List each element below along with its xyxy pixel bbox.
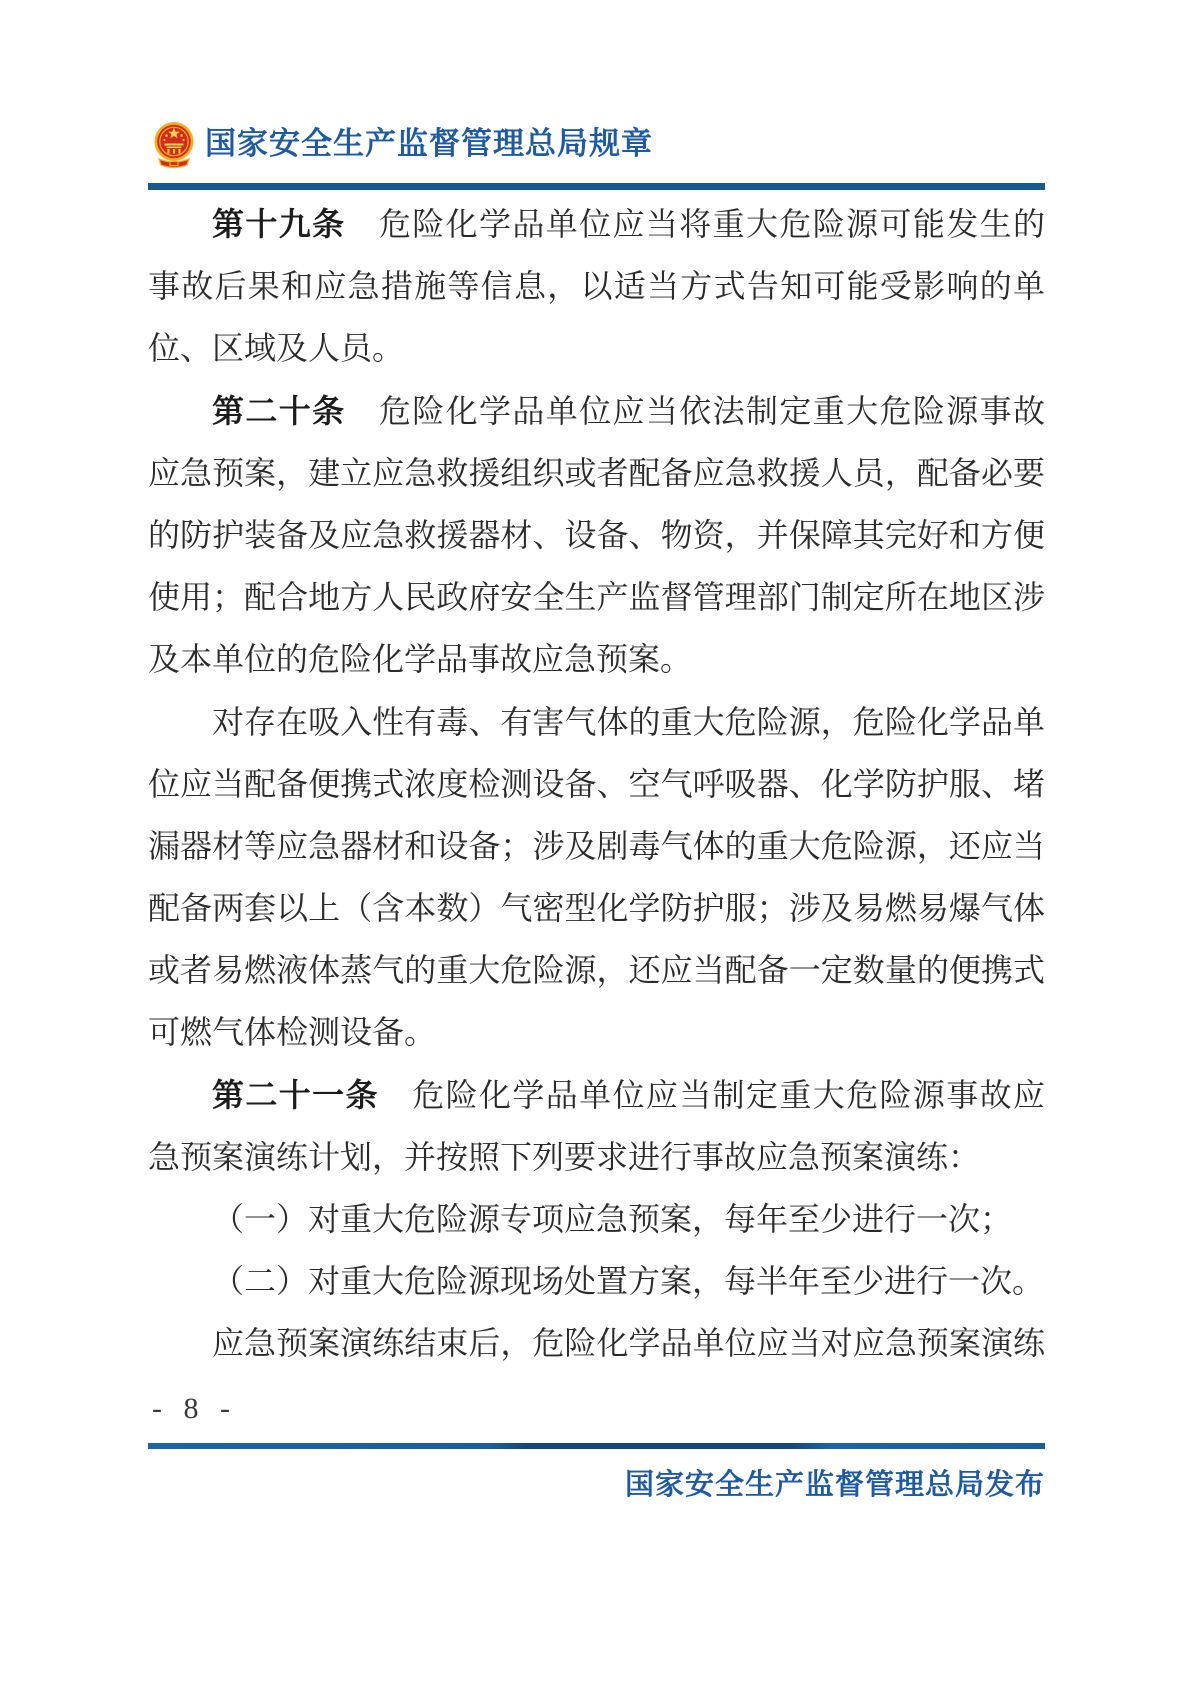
body-line	[148, 193, 1045, 255]
line-text: 事故后果和应急措施等信息，以适当方式告知可能受影响的单	[148, 268, 1045, 305]
body-line	[148, 1001, 1045, 1063]
body-line	[148, 1064, 1045, 1126]
line-text: 漏器材等应急器材和设备；涉及剧毒气体的重大危险源，还应当	[148, 827, 1045, 864]
body-line	[148, 1250, 1045, 1312]
national-emblem-icon	[151, 115, 197, 171]
line-text: 的防护装备及应急救援器材、设备、物资，并保障其完好和方便	[148, 516, 1045, 553]
body-line	[148, 753, 1045, 815]
body-line	[148, 877, 1045, 939]
header-title: 国家安全生产监督管理总局规章	[205, 126, 653, 161]
line-text: 使用；配合地方人民政府安全生产监督管理部门制定所在地区涉	[148, 579, 1045, 616]
body-line	[148, 442, 1045, 504]
line-text: 危险化学品单位应当将重大危险源可能发生的	[345, 206, 1045, 242]
body-line	[148, 566, 1045, 628]
body-line	[148, 380, 1045, 442]
body-line	[148, 628, 1045, 690]
line-text: 或者易燃液体蒸气的重大危险源，还应当配备一定数量的便携式	[148, 952, 1045, 989]
body-line	[148, 1188, 1045, 1250]
document-body	[148, 193, 1045, 1375]
body-line	[148, 1126, 1045, 1188]
body-line	[148, 504, 1045, 566]
line-text: 应急预案演练结束后，危险化学品单位应当对应急预案演练	[212, 1325, 1045, 1362]
line-text: （二）对重大危险源现场处置方案，每半年至少进行一次。	[212, 1263, 1045, 1300]
page-number: - 8 -	[152, 1392, 237, 1425]
line-text: （一）对重大危险源专项应急预案，每年至少进行一次；	[212, 1201, 1013, 1237]
header-divider	[148, 183, 1045, 190]
line-text: 危险化学品单位应当依法制定重大危险源事故	[345, 392, 1045, 429]
line-text: 位、区域及人员。	[148, 330, 405, 367]
body-line	[148, 317, 1045, 379]
line-text: 及本单位的危险化学品事故应急预案。	[148, 641, 693, 678]
footer-divider	[148, 1443, 1045, 1449]
line-text: 应急预案，建立应急救援组织或者配备应急救援人员，配备必要	[148, 454, 1045, 491]
body-line	[148, 1312, 1045, 1374]
document-header	[148, 112, 1045, 176]
article-number: 第十九条	[212, 206, 346, 242]
line-text: 可燃气体检测设备。	[148, 1014, 437, 1051]
article-number: 第二十条	[212, 392, 346, 429]
line-text: 危险化学品单位应当制定重大危险源事故应	[378, 1076, 1045, 1113]
body-line	[148, 815, 1045, 877]
line-text: 位应当配备便携式浓度检测设备、空气呼吸器、化学防护服、堵	[148, 765, 1045, 802]
publisher-label: 国家安全生产监督管理总局发布	[624, 1469, 1045, 1501]
line-text: 急预案演练计划，并按照下列要求进行事故应急预案演练：	[148, 1138, 981, 1175]
line-text: 配备两套以上（含本数）气密型化学防护服；涉及易燃易爆气体	[148, 890, 1045, 927]
body-line	[148, 255, 1045, 317]
article-number: 第二十一条	[212, 1076, 379, 1113]
line-text: 对存在吸入性有毒、有害气体的重大危险源，危险化学品单	[212, 703, 1045, 740]
body-line	[148, 939, 1045, 1001]
body-line	[148, 691, 1045, 753]
